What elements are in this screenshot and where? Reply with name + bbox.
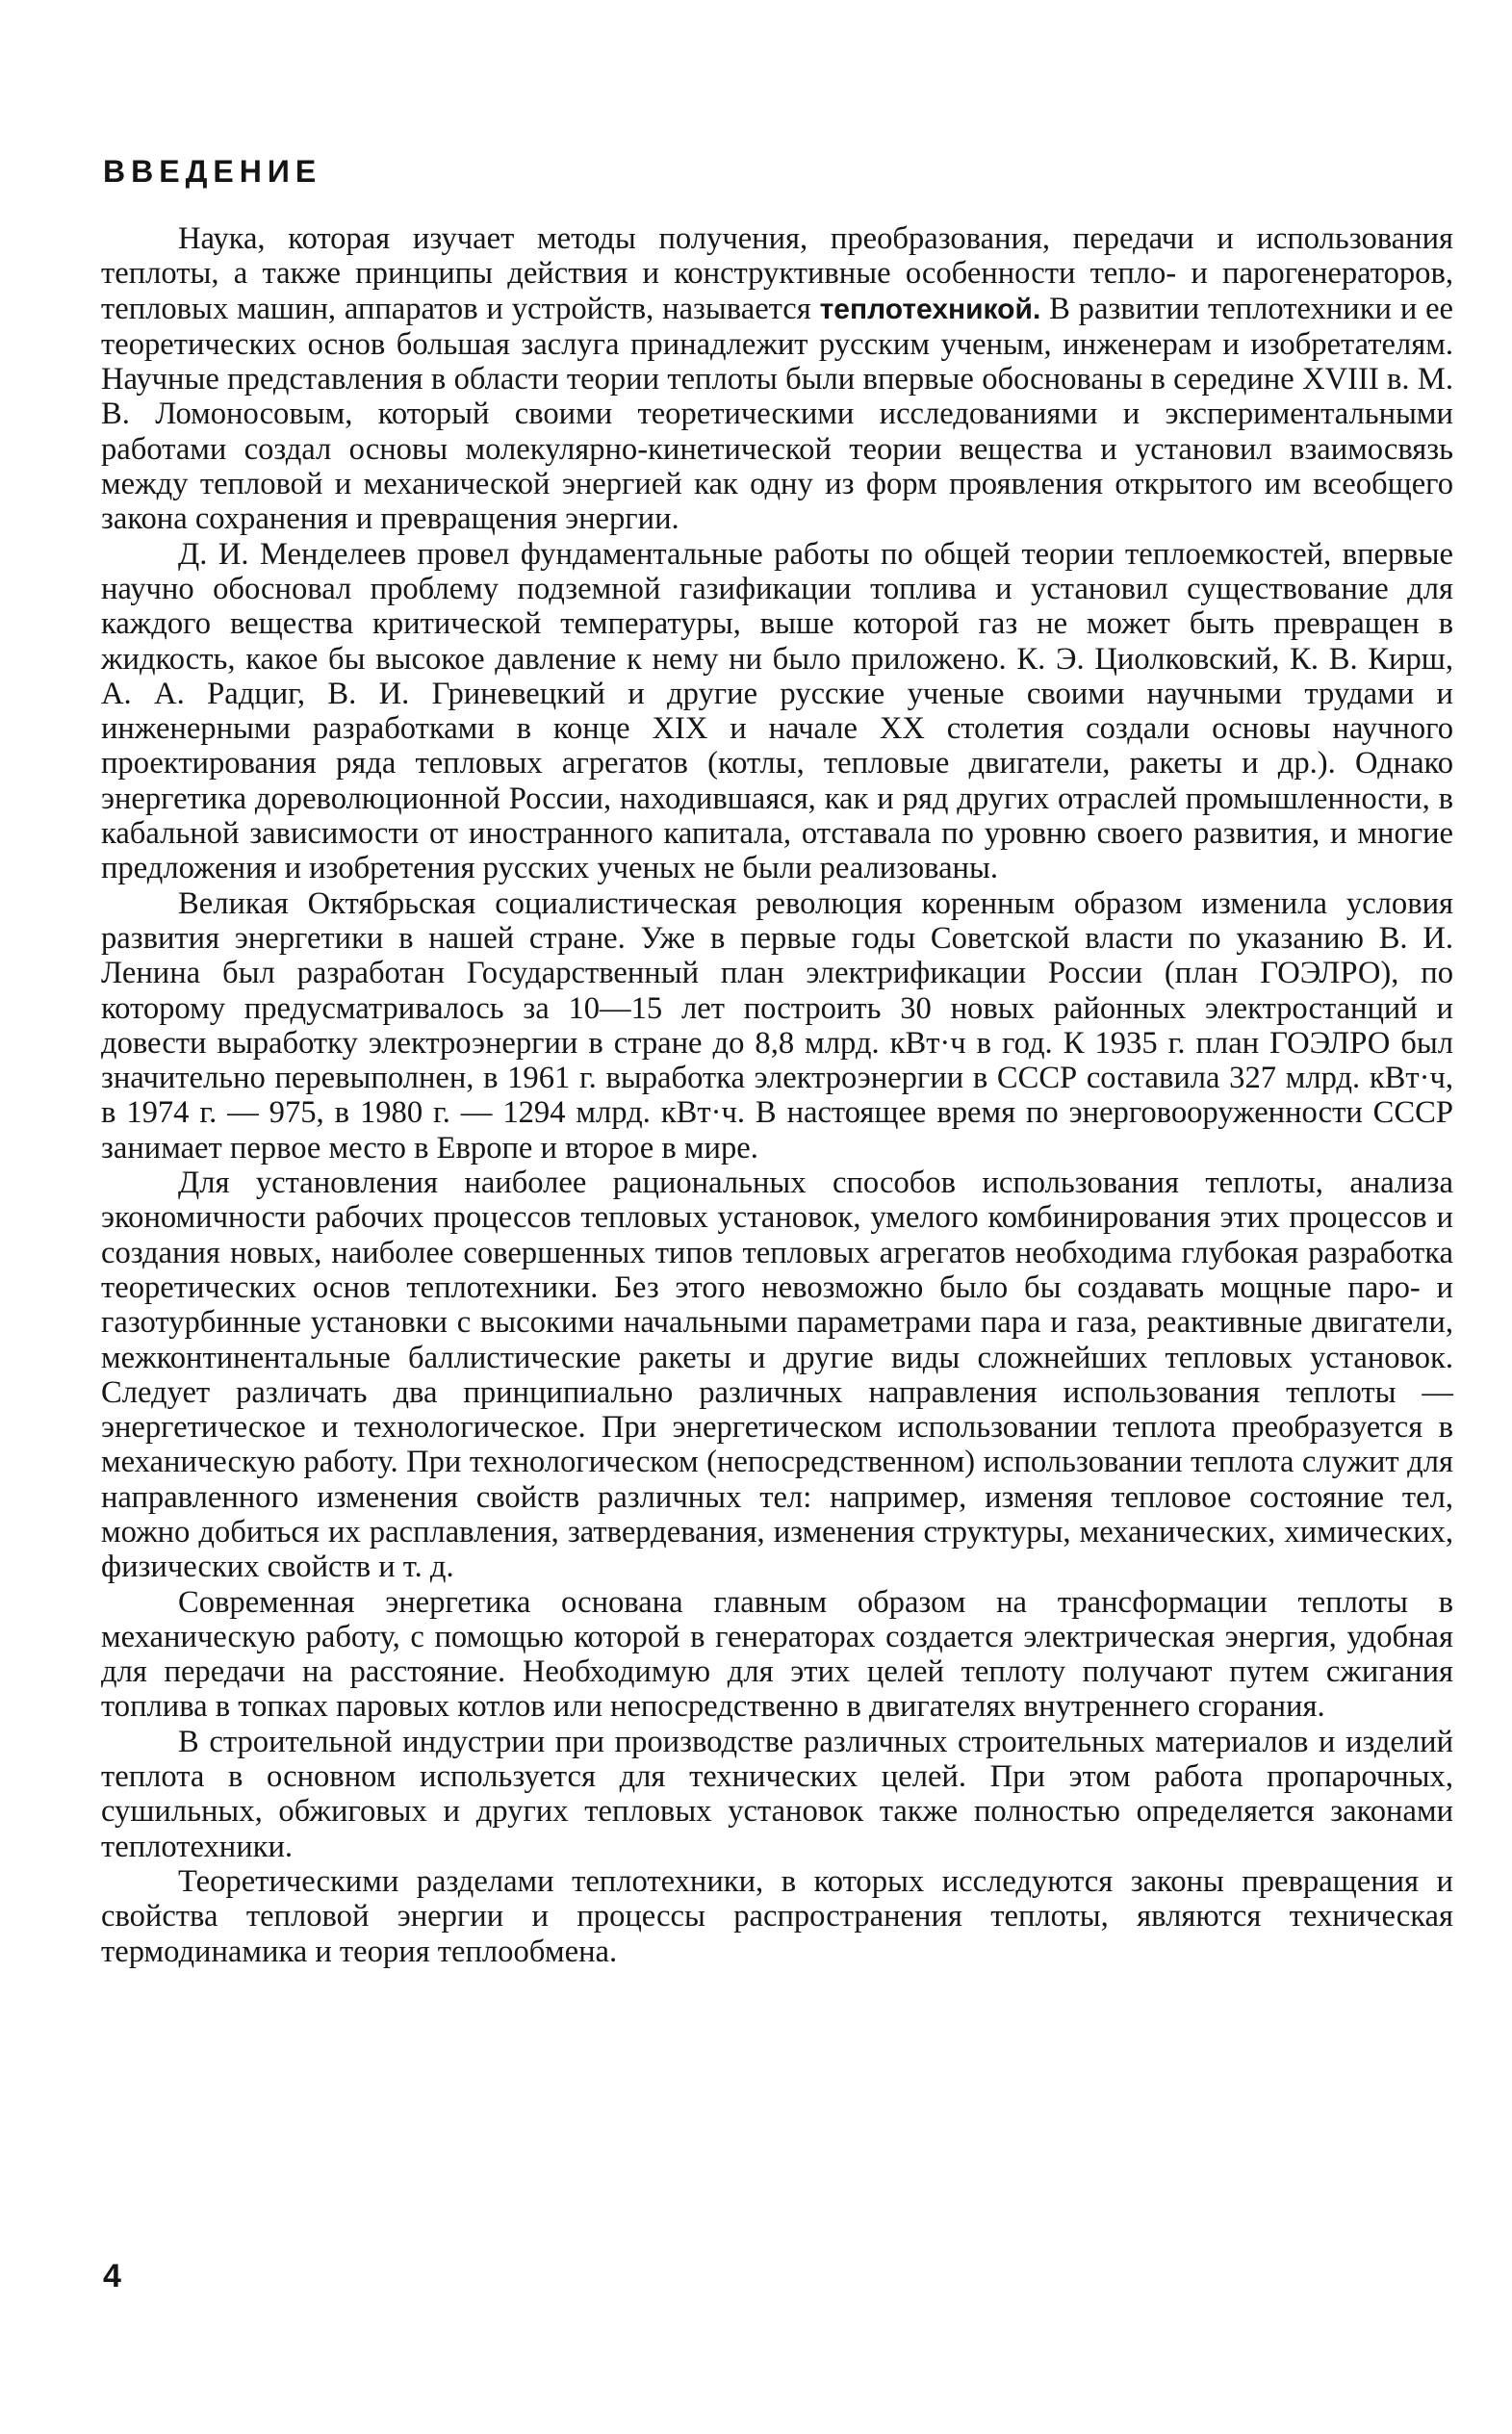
paragraph-3 [101, 886, 1453, 1166]
chapter-heading: ВВЕДЕНИЕ [103, 154, 322, 189]
paragraph-2-text: Д. И. Менделеев провел фундаментальные работы по общей теории теплоемкостей, впервые научно обосновал проблему подземной газификации топлива и установил существование для каждого вещества критической температуры, выше которой газ не может быть превращен в жидкость, какое бы высокое давление к нему ни было приложено. К. Э. Циолковский, К. В. Кирш, А. А. Радциг, В. И. Гриневецкий и другие русские ученые своими научными трудами и инженерными разработками в конце XIX и начале XX столетия создали основы научного проектирования ряда тепловых агрегатов (котлы, тепловые двигатели, ракеты и др.). Однако энергетика дореволюционной России, находившаяся, как и ряд других отраслей промышленности, в кабальной зависимости от иностранного капитала, отставала по уровню своего развития, и многие предложения и изобретения русских ученых не были реализованы. [101, 536, 1453, 886]
paragraph-4-text: Для установления наиболее рациональных способов использования теплоты, анализа экономичности рабочих процессов тепловых установок, умелого комбинирования этих процессов и создания новых, наиболее совершенных типов тепловых агрегатов необходима глубокая разработка теоретических основ теплотехники. Без этого невозможно было бы создавать мощные паро- и газотурбинные установки с высокими начальными параметрами пара и газа, реактивные двигатели, межконтинентальные баллистические ракеты и другие виды сложнейших тепловых установок. Следует различать два принципиально различных направления использования теплоты — энергетическое и технологическое. При энергетическом использовании теплота преобразуется в механическую работу. При технологическом (непосредственном) использовании теплота служит для направленного изменения свойств различных тел: например, изменяя тепловое состояние тел, можно добиться их расплавления, затвердевания, изменения структуры, механических, химических, физических свойств и т. д. [101, 1166, 1453, 1585]
paragraph-1 [101, 221, 1453, 537]
paragraph-2 [101, 537, 1453, 886]
paragraph-6 [101, 1725, 1453, 1864]
key-term: теплотехникой. [819, 293, 1041, 325]
paragraph-1-text-end: В развитии теплотехники и ее теоретических основ большая заслуга принадлежит русским ученым, инженерам и изобретателям. Научные представления в области теории теплоты были впервые обоснованы в середине XVIII в. М. В. Ломоносовым, который своими теоретическими исследованиями и экспериментальными работами создал основы молекулярно-кинетической теории вещества и установил взаимосвязь между тепловой и механической энергией как одну из форм проявления открытого им всеобщего закона сохранения и превращения энергии. [101, 291, 1453, 537]
paragraph-1-text-start: Наука, которая изучает методы получения, преобразования, передачи и использования теплоты, а также принципы действия и конструктивные особенности тепло- и парогенераторов, тепловых машин, аппаратов и устройств, называется [101, 221, 1453, 326]
paragraph-6-text: В строительной индустрии при производстве различных строительных материалов и изделий теплота в основном используется для технических целей. При этом работа пропарочных, сушильных, обжиговых и других тепловых установок также полностью определяется законами теплотехники. [101, 1724, 1453, 1864]
paragraph-4 [101, 1166, 1453, 1585]
page-number: 4 [103, 2258, 121, 2294]
body-text [101, 221, 1453, 1969]
paragraph-7-text: Теоретическими разделами теплотехники, в которых исследуются законы превращения и свойства тепловой энергии и процессы распространения теплоты, являются техническая термодинамика и теория теплообмена. [101, 1863, 1453, 1969]
paragraph-7 [101, 1864, 1453, 1969]
paragraph-5-text: Современная энергетика основана главным образом на трансформации теплоты в механическую работу, с помощью которой в генераторах создается электрическая энергия, удобная для передачи на расстояние. Необходимую для этих целей теплоту получают путем сжигания топлива в топках паровых котлов или непосредственно в двигателях внутреннего сгорания. [101, 1584, 1453, 1725]
paragraph-5 [101, 1585, 1453, 1725]
paragraph-3-text: Великая Октябрьская социалистическая революция коренным образом изменила условия развития энергетики в нашей стране. Уже в первые годы Советской власти по указанию В. И. Ленина был разработан Государственный план электрификации России (план ГОЭЛРО), по которому предусматривалось за 10—15 лет построить 30 новых районных электростанций и довести выработку электроэнергии в стране до 8,8 млрд. кВт·ч в год. К 1935 г. план ГОЭЛРО был значительно перевыполнен, в 1961 г. выработка электроэнергии в СССР составила 327 млрд. кВт·ч, в 1974 г. — 975, в 1980 г. — 1294 млрд. кВт·ч. В настоящее время по энерговооруженности СССР занимает первое место в Европе и второе в мире. [101, 885, 1453, 1166]
